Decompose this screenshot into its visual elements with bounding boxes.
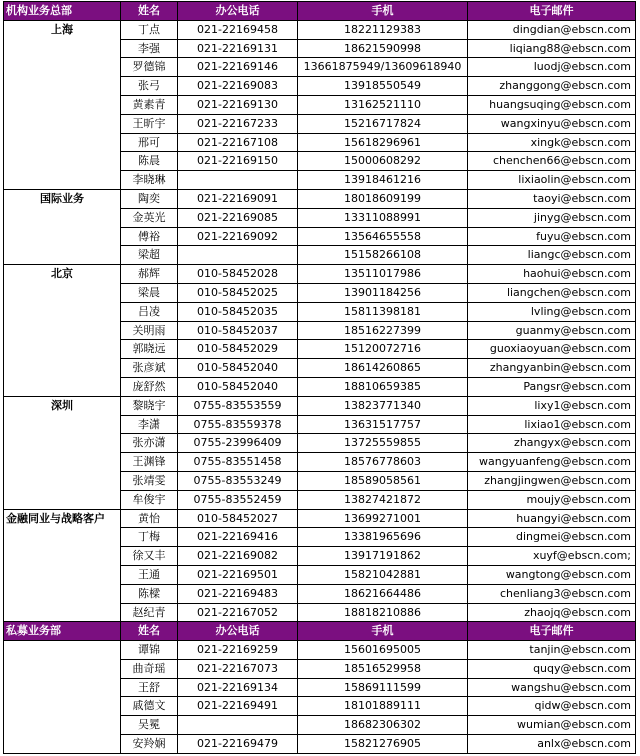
mobile-cell: 13918461216: [298, 171, 468, 190]
name-cell: 吴冕: [121, 716, 178, 735]
table-row: [4, 77, 636, 96]
email-cell: chenliang3@ebscn.com: [468, 584, 636, 603]
name-cell: 黄素青: [121, 95, 178, 114]
table-row: [4, 471, 636, 490]
email-header: 电子邮件: [468, 622, 636, 641]
email-cell: zhanggong@ebscn.com: [468, 77, 636, 96]
mobile-cell: 15601695005: [298, 641, 468, 660]
department-cell: [4, 302, 121, 321]
office-phone-cell: 021-22169082: [178, 547, 298, 566]
department-cell: [4, 471, 121, 490]
office-phone-cell: 0755-83552459: [178, 490, 298, 509]
mobile-cell: 13725559855: [298, 434, 468, 453]
table-row: [4, 659, 636, 678]
department-cell: [4, 114, 121, 133]
table-row: [4, 95, 636, 114]
mobile-cell: 15120072716: [298, 340, 468, 359]
mobile-cell: 13162521110: [298, 95, 468, 114]
mobile-cell: 15158266108: [298, 246, 468, 265]
table-row: [4, 434, 636, 453]
department-cell: [4, 227, 121, 246]
email-cell: zhangjingwen@ebscn.com: [468, 471, 636, 490]
table-row: [4, 39, 636, 58]
department-cell: [4, 547, 121, 566]
name-cell: 徐又丰: [121, 547, 178, 566]
table-row: [4, 189, 636, 208]
mobile-cell: 15216717824: [298, 114, 468, 133]
department-cell: [4, 584, 121, 603]
office-phone-cell: 021-22167052: [178, 603, 298, 622]
name-cell: 张彦斌: [121, 359, 178, 378]
mobile-cell: 13311088991: [298, 208, 468, 227]
name-cell: 丁梅: [121, 528, 178, 547]
name-cell: 梁超: [121, 246, 178, 265]
email-cell: lvling@ebscn.com: [468, 302, 636, 321]
office-phone-header: 办公电话: [178, 622, 298, 641]
department-cell: [4, 490, 121, 509]
table-row: [4, 227, 636, 246]
mobile-cell: 13564655558: [298, 227, 468, 246]
mobile-cell: 18221129383: [298, 20, 468, 39]
office-phone-cell: 021-22167073: [178, 659, 298, 678]
office-phone-cell: 0755-83553249: [178, 471, 298, 490]
email-cell: wangxinyu@ebscn.com: [468, 114, 636, 133]
email-cell: guoxiaoyuan@ebscn.com: [468, 340, 636, 359]
mobile-cell: 18589058561: [298, 471, 468, 490]
email-cell: moujy@ebscn.com: [468, 490, 636, 509]
department-cell: [4, 603, 121, 622]
office-phone-cell: 021-22169134: [178, 678, 298, 697]
mobile-cell: 18516529958: [298, 659, 468, 678]
office-phone-cell: [178, 246, 298, 265]
department-cell: [4, 208, 121, 227]
office-phone-cell: [178, 716, 298, 735]
table-row: [4, 171, 636, 190]
office-phone-cell: 021-22169130: [178, 95, 298, 114]
name-cell: 李强: [121, 39, 178, 58]
name-cell: 王昕宇: [121, 114, 178, 133]
mobile-cell: 13661875949/13609618940: [298, 58, 468, 77]
department-cell: [4, 246, 121, 265]
department-cell: [4, 283, 121, 302]
name-cell: 傅裕: [121, 227, 178, 246]
name-cell: 王渊锋: [121, 453, 178, 472]
table-row: [4, 283, 636, 302]
email-cell: liangchen@ebscn.com: [468, 283, 636, 302]
name-cell: 安羚娴: [121, 735, 178, 754]
email-cell: xingk@ebscn.com: [468, 133, 636, 152]
office-phone-cell: 021-22169458: [178, 20, 298, 39]
department-cell: 国际业务: [4, 189, 121, 208]
table-row: [4, 716, 636, 735]
table-row: [4, 547, 636, 566]
name-cell: 邢可: [121, 133, 178, 152]
email-cell: wangshu@ebscn.com: [468, 678, 636, 697]
mobile-cell: 18516227399: [298, 321, 468, 340]
department-header: 机构业务总部: [4, 2, 121, 21]
name-cell: 张靖雯: [121, 471, 178, 490]
department-cell: [4, 171, 121, 190]
mobile-cell: 15000608292: [298, 152, 468, 171]
department-cell: [4, 321, 121, 340]
name-cell: 牟俊宇: [121, 490, 178, 509]
table-row: [4, 490, 636, 509]
table-row: [4, 396, 636, 415]
mobile-header: 手机: [298, 2, 468, 21]
office-phone-cell: 021-22169416: [178, 528, 298, 547]
name-cell: 吕凌: [121, 302, 178, 321]
mobile-cell: 13511017986: [298, 265, 468, 284]
email-cell: luodj@ebscn.com: [468, 58, 636, 77]
email-cell: qidw@ebscn.com: [468, 697, 636, 716]
office-phone-cell: 021-22169259: [178, 641, 298, 660]
mobile-cell: 18576778603: [298, 453, 468, 472]
email-cell: lixiao1@ebscn.com: [468, 415, 636, 434]
office-phone-header: 办公电话: [178, 2, 298, 21]
email-cell: haohui@ebscn.com: [468, 265, 636, 284]
table-row: [4, 528, 636, 547]
table-row: [4, 359, 636, 378]
name-cell: 戚德文: [121, 697, 178, 716]
table-row: [4, 302, 636, 321]
name-cell: 王舒: [121, 678, 178, 697]
department-cell: [4, 58, 121, 77]
department-cell: [4, 39, 121, 58]
office-phone-cell: 021-22169146: [178, 58, 298, 77]
office-phone-cell: 021-22169085: [178, 208, 298, 227]
office-phone-cell: 010-58452040: [178, 359, 298, 378]
department-cell: [4, 716, 121, 735]
mobile-cell: 13381965696: [298, 528, 468, 547]
mobile-cell: 15821042881: [298, 565, 468, 584]
mobile-cell: 15811398181: [298, 302, 468, 321]
name-cell: 梁晨: [121, 283, 178, 302]
office-phone-cell: 010-58452025: [178, 283, 298, 302]
office-phone-cell: 0755-83551458: [178, 453, 298, 472]
table-row: [4, 453, 636, 472]
department-cell: [4, 415, 121, 434]
name-cell: 赵纪青: [121, 603, 178, 622]
table-row: [4, 20, 636, 39]
email-cell: jinyg@ebscn.com: [468, 208, 636, 227]
email-cell: liqiang88@ebscn.com: [468, 39, 636, 58]
table-row: [4, 735, 636, 754]
mobile-cell: 18682306302: [298, 716, 468, 735]
mobile-cell: 18818210886: [298, 603, 468, 622]
email-cell: Pangsr@ebscn.com: [468, 377, 636, 396]
email-cell: wangyuanfeng@ebscn.com: [468, 453, 636, 472]
office-phone-cell: 021-22169479: [178, 735, 298, 754]
email-cell: dingdian@ebscn.com: [468, 20, 636, 39]
office-phone-cell: 021-22169491: [178, 697, 298, 716]
table-row: [4, 265, 636, 284]
department-cell: [4, 152, 121, 171]
name-cell: 庞舒然: [121, 377, 178, 396]
email-cell: zhaojq@ebscn.com: [468, 603, 636, 622]
name-cell: 李晓琳: [121, 171, 178, 190]
table-row: [4, 584, 636, 603]
department-cell: [4, 340, 121, 359]
mobile-cell: 18018609199: [298, 189, 468, 208]
department-cell: [4, 77, 121, 96]
mobile-cell: 18810659385: [298, 377, 468, 396]
office-phone-cell: [178, 171, 298, 190]
table-row: [4, 114, 636, 133]
department-cell: 北京: [4, 265, 121, 284]
office-phone-cell: 0755-83553559: [178, 396, 298, 415]
name-header: 姓名: [121, 622, 178, 641]
table-row: [4, 509, 636, 528]
office-phone-cell: 010-58452027: [178, 509, 298, 528]
mobile-cell: 18621664486: [298, 584, 468, 603]
name-cell: 陈樑: [121, 584, 178, 603]
office-phone-cell: 0755-83559378: [178, 415, 298, 434]
name-header: 姓名: [121, 2, 178, 21]
name-cell: 陈晨: [121, 152, 178, 171]
table-row: [4, 565, 636, 584]
email-cell: lixy1@ebscn.com: [468, 396, 636, 415]
department-cell: [4, 735, 121, 754]
department-cell: [4, 659, 121, 678]
office-phone-cell: 010-58452040: [178, 377, 298, 396]
email-cell: xuyf@ebscn.com;: [468, 547, 636, 566]
email-cell: chenchen66@ebscn.com: [468, 152, 636, 171]
table-row: [4, 321, 636, 340]
department-cell: [4, 697, 121, 716]
table-row: [4, 697, 636, 716]
table-row: [4, 641, 636, 660]
department-cell: [4, 565, 121, 584]
header-row: [4, 2, 636, 21]
department-cell: [4, 678, 121, 697]
office-phone-cell: 010-58452035: [178, 302, 298, 321]
mobile-header: 手机: [298, 622, 468, 641]
office-phone-cell: 021-22167233: [178, 114, 298, 133]
name-cell: 曲奇瑶: [121, 659, 178, 678]
mobile-cell: 13631517757: [298, 415, 468, 434]
mobile-cell: 13918550549: [298, 77, 468, 96]
department-cell: [4, 453, 121, 472]
department-cell: [4, 377, 121, 396]
department-cell: [4, 434, 121, 453]
table-row: [4, 208, 636, 227]
mobile-cell: 13901184256: [298, 283, 468, 302]
office-phone-cell: 021-22169150: [178, 152, 298, 171]
mobile-cell: 18614260865: [298, 359, 468, 378]
mobile-cell: 18101889111: [298, 697, 468, 716]
department-header: 私募业务部: [4, 622, 121, 641]
email-cell: fuyu@ebscn.com: [468, 227, 636, 246]
department-cell: [4, 359, 121, 378]
office-phone-cell: 021-22169131: [178, 39, 298, 58]
table-row: [4, 152, 636, 171]
table-row: [4, 678, 636, 697]
office-phone-cell: 021-22169083: [178, 77, 298, 96]
email-cell: anlx@ebscn.com: [468, 735, 636, 754]
email-cell: quqy@ebscn.com: [468, 659, 636, 678]
mobile-cell: 18621590998: [298, 39, 468, 58]
mobile-cell: 15618296961: [298, 133, 468, 152]
name-cell: 关明雨: [121, 321, 178, 340]
name-cell: 郭晓远: [121, 340, 178, 359]
mobile-cell: 13823771340: [298, 396, 468, 415]
name-cell: 李潇: [121, 415, 178, 434]
mobile-cell: 13827421872: [298, 490, 468, 509]
office-phone-cell: 021-22169091: [178, 189, 298, 208]
department-cell: [4, 95, 121, 114]
office-phone-cell: 0755-23996409: [178, 434, 298, 453]
name-cell: 郝辉: [121, 265, 178, 284]
email-cell: taoyi@ebscn.com: [468, 189, 636, 208]
office-phone-cell: 021-22169483: [178, 584, 298, 603]
email-cell: wumian@ebscn.com: [468, 716, 636, 735]
department-cell: [4, 528, 121, 547]
department-cell: [4, 133, 121, 152]
table-row: [4, 603, 636, 622]
name-cell: 王通: [121, 565, 178, 584]
email-header: 电子邮件: [468, 2, 636, 21]
email-cell: wangtong@ebscn.com: [468, 565, 636, 584]
mobile-cell: 13917191862: [298, 547, 468, 566]
email-cell: tanjin@ebscn.com: [468, 641, 636, 660]
department-cell: 金融同业与战略客户: [4, 509, 121, 528]
mobile-cell: 15821276905: [298, 735, 468, 754]
office-phone-cell: 021-22169092: [178, 227, 298, 246]
name-cell: 金英光: [121, 208, 178, 227]
name-cell: 黄怡: [121, 509, 178, 528]
office-phone-cell: 010-58452029: [178, 340, 298, 359]
email-cell: liangc@ebscn.com: [468, 246, 636, 265]
mobile-cell: 15869111599: [298, 678, 468, 697]
name-cell: 丁点: [121, 20, 178, 39]
email-cell: guanmy@ebscn.com: [468, 321, 636, 340]
table-row: [4, 340, 636, 359]
department-cell: 深圳: [4, 396, 121, 415]
name-cell: 谭锦: [121, 641, 178, 660]
office-phone-cell: 021-22169501: [178, 565, 298, 584]
email-cell: zhangyanbin@ebscn.com: [468, 359, 636, 378]
office-phone-cell: 021-22167108: [178, 133, 298, 152]
email-cell: lixiaolin@ebscn.com: [468, 171, 636, 190]
table-row: [4, 133, 636, 152]
name-cell: 黎晓宇: [121, 396, 178, 415]
name-cell: 陶奕: [121, 189, 178, 208]
email-cell: dingmei@ebscn.com: [468, 528, 636, 547]
table-row: [4, 415, 636, 434]
email-cell: huangsuqing@ebscn.com: [468, 95, 636, 114]
table-row: [4, 246, 636, 265]
department-cell: 上海: [4, 20, 121, 39]
name-cell: 张弓: [121, 77, 178, 96]
header-row: [4, 622, 636, 641]
email-cell: zhangyx@ebscn.com: [468, 434, 636, 453]
name-cell: 罗德锦: [121, 58, 178, 77]
department-cell: [4, 641, 121, 660]
office-phone-cell: 010-58452037: [178, 321, 298, 340]
mobile-cell: 13699271001: [298, 509, 468, 528]
table-row: [4, 58, 636, 77]
table-row: [4, 377, 636, 396]
email-cell: huangyi@ebscn.com: [468, 509, 636, 528]
contact-table: [3, 1, 636, 754]
name-cell: 张亦潇: [121, 434, 178, 453]
office-phone-cell: 010-58452028: [178, 265, 298, 284]
